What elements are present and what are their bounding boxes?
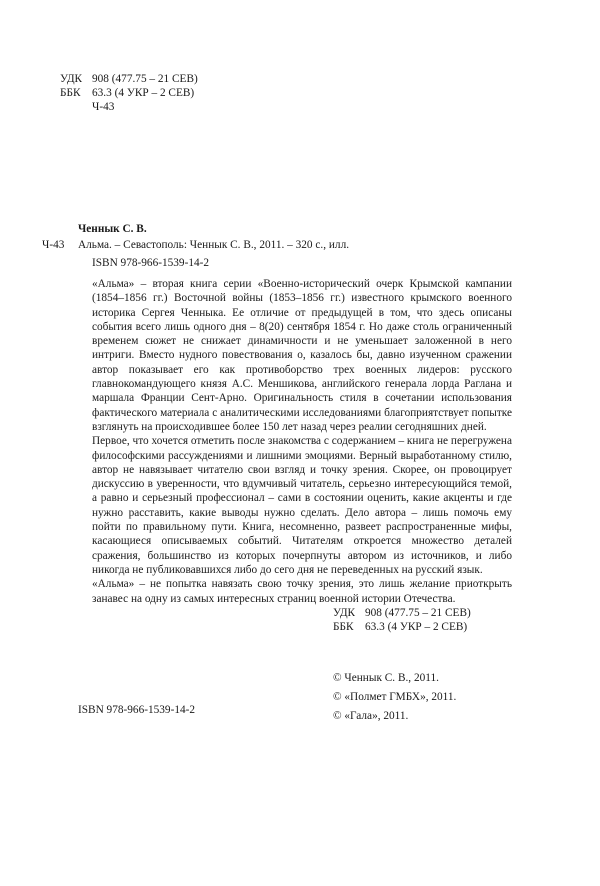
udk-value-bottom: 908 (477.75 – 21 СЕВ): [365, 607, 471, 619]
author-mark: Ч-43: [42, 239, 65, 251]
annotation-paragraph-1: «Альма» – вторая книга серии «Военно-исторический очерк Крымской кампании (1854–1856 гг.) Восточной войны (1853–1856 гг.) известного крымского военного историка Сергея Ченныка. Ее отличие от предыдущей в том, что здесь описаны события всего лишь одного дня – 8(20) сентября 1854 г. Но даже столь ограниченный временем сюжет не снижает динамичности и не уменьшает заложенной в него интриги. Вместо нудного повествования о, казалось бы, давно изученном сражении автор показывает его как противоборство трех военных лидеров: русского главнокомандующего князя А.С. Меншикова, английского генерала лорда Раглана и маршала Франции Сент-Арно. Оригинальность стиля в сочетании использования фактического материала с аналитическими исследованиями благоприятствует попытке взглянуть на происходившее более 150 лет назад через реалии сегодняшних дней.: [92, 278, 512, 433]
bbk-value: 63.3 (4 УКР – 2 СЕВ): [92, 87, 195, 99]
annotation-paragraph-3: «Альма» – не попытка навязать свою точку зрения, это лишь желание приоткрыть занавес на одну из самых интересных страниц военной истории Отечества.: [92, 578, 512, 605]
copyright-line: © Ченнык С. В., 2011.: [333, 672, 439, 684]
copyright-block: [333, 669, 456, 726]
bbk-row-bottom: [333, 620, 471, 634]
udk-label-bottom: УДК: [333, 607, 356, 619]
bbk-label-bottom: ББК: [333, 621, 354, 633]
udk-label: УДК: [60, 73, 83, 85]
author-name: Ченнык С. В.: [78, 223, 147, 235]
udk-row-bottom: [333, 606, 471, 620]
annotation-text: [92, 277, 512, 606]
isbn-line: ISBN 978-966-1539-14-2: [92, 257, 210, 269]
udk-value: 908 (477.75 – 21 СЕВ): [92, 73, 198, 85]
udk-row: [60, 72, 198, 86]
top-classification-block: [60, 72, 198, 114]
annotation-paragraph-2: Первое, что хочется отметить после знакомства с содержанием – книга не перегружена философскими рассуждениями и лишними эмоциями. Верный выработанному стилю, автор не навязывает читателю свои взгляд и точку зрения. Скорее, он провоцирует дискуссию в уверенности, что вдумчивый читатель, серьезно интересующийся темой, а равно и серьезный профессионал – сами в состоянии оценить, какие акценты и где нужно расставить, какие выводы нужно сделать. Дело автора – лишь помочь ему пойти по правильному пути. Книга, несомненно, развеет распространенные мифы, касающиеся описываемых событий. Читателям откроется множество деталей сражения, большинство из которых почерпнуты автором из источников, и либо никогда не публиковавшихся либо до сего дня не переведенных на русский язык.: [92, 435, 512, 576]
bbk-label: ББК: [60, 87, 81, 99]
bbk-row: [60, 86, 198, 100]
copyright-line: © «Полмет ГМБХ», 2011.: [333, 691, 457, 703]
author-mark-top: Ч-43: [92, 101, 115, 113]
bibliographic-line: Альма. – Севастополь: Ченнык С. В., 2011. – 320 с., илл.: [78, 239, 350, 251]
isbn-bottom: ISBN 978-966-1539-14-2: [78, 704, 196, 716]
bottom-classification-block: [333, 606, 471, 634]
copyright-line: © «Гала», 2011.: [333, 710, 409, 722]
bbk-value-bottom: 63.3 (4 УКР – 2 СЕВ): [365, 621, 468, 633]
